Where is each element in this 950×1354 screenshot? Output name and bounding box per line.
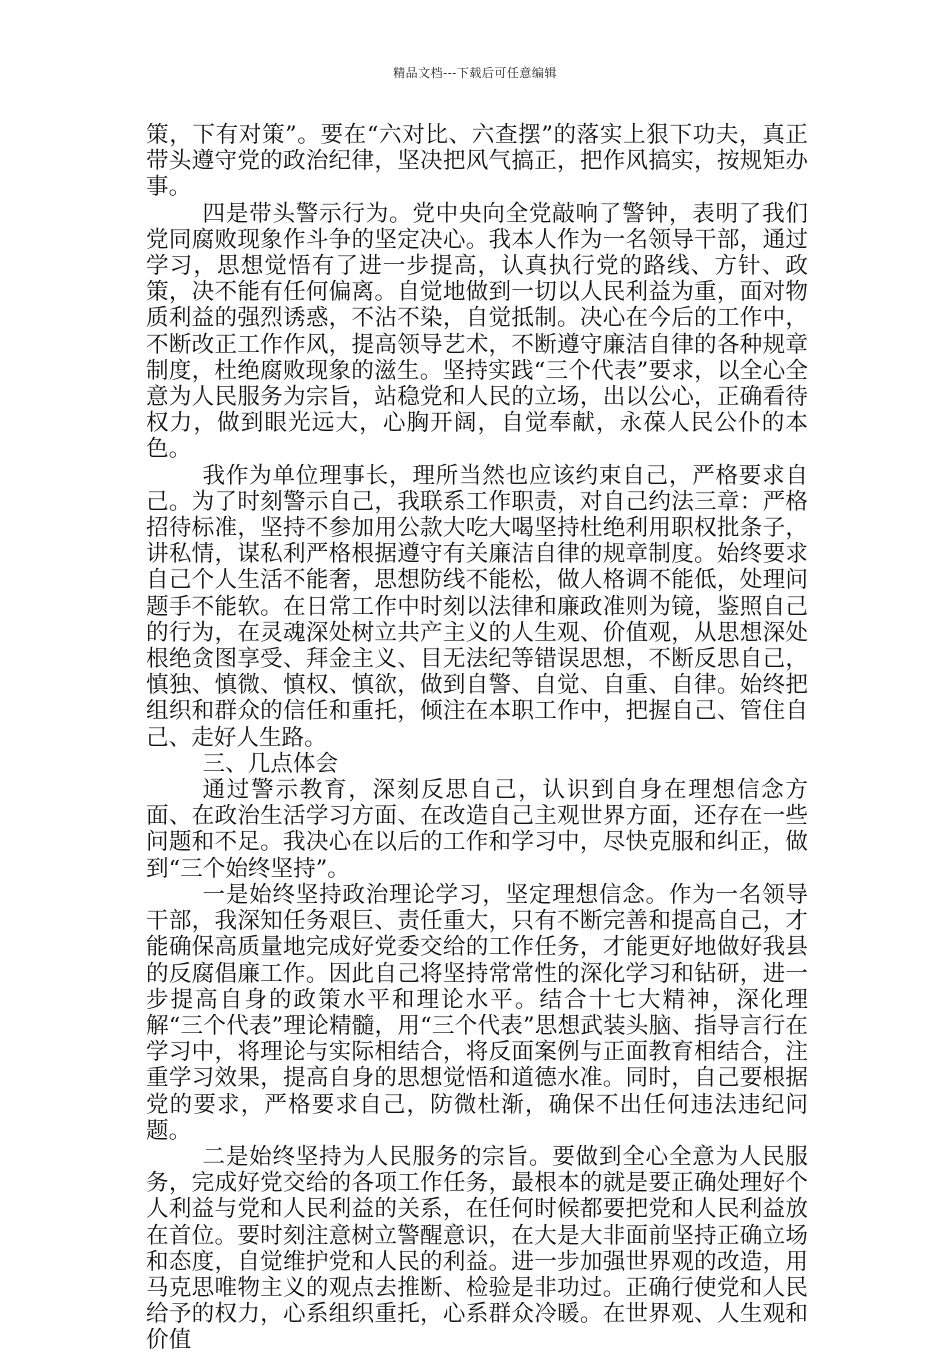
paragraph-serve-people: 二是始终坚持为人民服务的宗旨。要做到全心全意为人民服务，完成好党交给的各项工作任务，最根本的就是要正确处理好个人利益与党和人民利益的关系，在任何时候都要把党和人民利益放在首位。要时刻注意树立警醒意识，在大是大非面前坚持正确立场和态度，自觉维护党和人民的利益。进一步加强世界观的改造，用马克思唯物主义的观点去推断、检验是非功过。正确行使党和人民给予的权力，心系组织重托，心系群众冷暖。在世界观、人生观和价值 [146,1143,808,1354]
paragraph-reflection-intro: 通过警示教育，深刻反思自己，认识到自身在理想信念方面、在政治生活学习方面、在改造自己主观世界方面，还存在一些问题和不足。我决心在以后的工作和学习中，尽快克服和纠正，做到“三个始终坚持”。 [146,777,808,882]
paragraph-self-discipline: 我作为单位理事长，理所当然也应该约束自己，严格要求自己。为了时刻警示自己，我联系工作职责，对自己约法三章：严格招待标准，坚持不参加用公款大吃大喝坚持杜绝利用职权批条子，讲私情，谋私利严格根据遵守有关廉洁自律的规章制度。始终要求自己个人生活不能奢，思想防线不能松，做人格调不能低，处理问题手不能软。在日常工作中时刻以法律和廉政准则为镜，鉴照自己的行为，在灵魂深处树立共产主义的人生观、价值观，从思想深处根绝贪图享受、拜金主义、目无法纪等错误思想，不断反思自己，慎独、慎微、慎权、慎欲，做到自警、自觉、自重、自律。始终把组织和群众的信任和重托，倾注在本职工作中，把握自己、管住自己、走好人生路。 [146,462,808,751]
paragraph-continuation: 策，下有对策”。要在“六对比、六查摆”的落实上狠下功夫，真正带头遵守党的政治纪律，坚决把风气搞正，把作风搞实，按规矩办事。 [146,122,808,201]
paragraph-warning-behavior: 四是带头警示行为。党中央向全党敲响了警钟，表明了我们党同腐败现象作斗争的坚定决心。我本人作为一名领导干部，通过学习，思想觉悟有了进一步提高，认真执行党的路线、方针、政策，决不能有任何偏离。自觉地做到一切以人民利益为重，面对物质利益的强烈诱惑，不沾不染，自觉抵制。决心在今后的工作中，不断改正工作作风，提高领导艺术，不断遵守廉洁自律的各种规章制度，杜绝腐败现象的滋生。坚持实践“三个代表”要求，以全心全意为人民服务为宗旨，站稳党和人民的立场，出以公心，正确看待权力，做到眼光远大，心胸开阔，自觉奉献，永葆人民公仆的本色。 [146,200,808,463]
paragraph-theory-study: 一是始终坚持政治理论学习，坚定理想信念。作为一名领导干部，我深知任务艰巨、责任重大，只有不断完善和提高自己，才能确保高质量地完成好党委交给的工作任务，才能更好地做好我县的反腐倡廉工作。因此自己将坚持常常性的深化学习和钻研，进一步提高自身的政策水平和理论水平。结合十七大精神，深化理解“三个代表”理论精髓，用“三个代表”思想武装头脑、指导言行在学习中，将理论与实际相结合，将反面案例与正面教育相结合，注重学习效果，提高自身的思想觉悟和道德水准。同时，自己要根据党的要求，严格要求自己，防微杜渐，确保不出任何违法违纪问题。 [146,881,808,1144]
section-heading-reflections: 三、几点体会 [202,750,339,777]
page-header: 精品文档---下载后可任意编辑 [393,66,557,80]
document-body [146,122,808,1354]
